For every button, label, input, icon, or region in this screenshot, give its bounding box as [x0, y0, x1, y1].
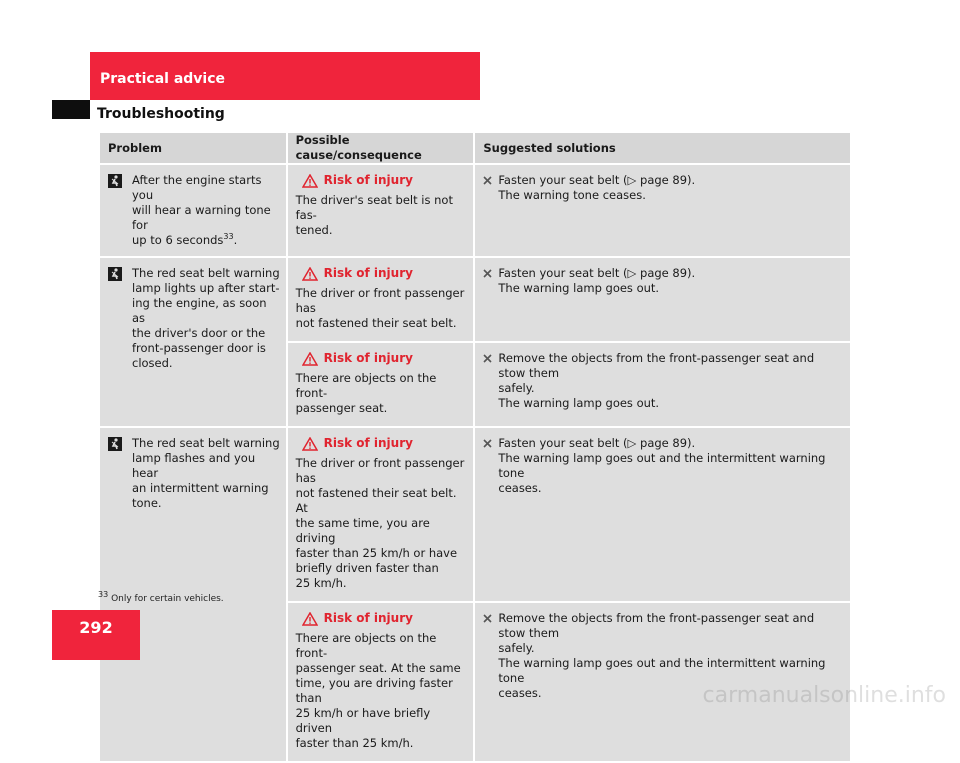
section-marker — [52, 100, 90, 119]
footnote-text: Only for certain vehicles. — [111, 594, 224, 604]
x-bullet-icon — [483, 614, 492, 623]
problem-line: lamp lights up after start- — [132, 281, 280, 295]
cause-cell — [288, 258, 474, 341]
problem-text — [132, 173, 282, 248]
cause-line: passenger seat. At the same — [295, 661, 461, 675]
seatbelt-warning-icon — [108, 174, 122, 188]
chapter-title: Practical advice — [100, 71, 226, 87]
footnote-ref: 33 — [223, 232, 234, 242]
cause-line: the same time, you are driving — [295, 516, 430, 545]
cause-cell — [288, 165, 474, 256]
footnote-number: 33 — [98, 590, 109, 599]
solution-line: The warning lamp goes out. — [498, 396, 660, 410]
problem-line: The red seat belt warning — [132, 436, 280, 450]
page-number-box — [52, 610, 140, 660]
solution-line: Remove the objects from the front-passenger seat and stow them — [498, 611, 815, 640]
cause-line: There are objects on the front- — [295, 631, 437, 660]
x-bullet-icon — [483, 269, 492, 278]
watermark: carmanualsonline.info — [702, 683, 946, 708]
seatbelt-warning-icon — [108, 437, 122, 451]
solution-line: Fasten your seat belt (▷ page 89). — [498, 436, 696, 450]
problem-line: front-passenger door is — [132, 341, 266, 355]
x-bullet-icon — [483, 176, 492, 185]
problem-line: the driver's door or the — [132, 326, 266, 340]
problem-line: an intermittent warning — [132, 481, 269, 495]
solution-line: The warning tone ceases. — [498, 188, 646, 202]
problem-text — [132, 266, 282, 371]
x-bullet-icon — [483, 354, 492, 363]
warning-label: Risk of injury — [323, 173, 413, 187]
solution-line: Remove the objects from the front-passenger seat and stow them — [498, 351, 815, 380]
cause-line: passenger seat. — [295, 401, 388, 415]
warning-triangle-icon — [302, 174, 318, 188]
page-number: 292 — [79, 618, 113, 637]
problem-line: ing the engine, as soon as — [132, 296, 267, 325]
cause-line: briefly driven faster than — [295, 561, 439, 575]
cause-line: The driver or front passenger has — [295, 286, 465, 315]
problem-line: closed. — [132, 356, 173, 370]
solution-cell — [475, 428, 850, 601]
cause-line: faster than 25 km/h. — [295, 736, 414, 750]
solution-line: safely. — [498, 641, 535, 655]
footnote — [98, 590, 224, 604]
problem-line: will hear a warning tone for — [132, 203, 271, 232]
solution-line: The warning lamp goes out. — [498, 281, 660, 295]
column-header-cause: Possible cause/consequence — [288, 133, 474, 163]
table-row — [100, 428, 850, 601]
table-row — [100, 258, 850, 341]
x-bullet-icon — [483, 439, 492, 448]
cause-line: faster than 25 km/h or have — [295, 546, 458, 560]
cause-line: time, you are driving faster than — [295, 676, 453, 705]
warning-label: Risk of injury — [323, 351, 413, 365]
chapter-header — [90, 52, 480, 100]
problem-line: The red seat belt warning — [132, 266, 280, 280]
cause-line: tened. — [295, 223, 333, 237]
cause-line: 25 km/h. — [295, 576, 347, 590]
problem-line: up to 6 seconds$^{33}$. — [132, 232, 238, 247]
solution-line: ceases. — [498, 686, 542, 700]
cause-cell — [288, 343, 474, 426]
problem-text — [132, 436, 282, 511]
cause-line: The driver's seat belt is not fas- — [295, 193, 453, 222]
column-header-solution: Suggested solutions — [475, 133, 850, 163]
solution-line: The warning lamp goes out and the intermittent warning tone — [498, 656, 826, 685]
solution-line: The warning lamp goes out and the intermittent warning tone — [498, 451, 826, 480]
column-header-problem: Problem — [100, 133, 286, 163]
cause-line: The driver or front passenger has — [295, 456, 465, 485]
warning-triangle-icon — [302, 267, 318, 281]
cause-line: 25 km/h or have briefly driven — [295, 706, 431, 735]
solution-line: safely. — [498, 381, 535, 395]
cause-line: not fastened their seat belt. At — [295, 486, 457, 515]
troubleshooting-table — [98, 131, 852, 763]
table-header-row — [100, 133, 850, 163]
solution-cell — [475, 165, 850, 256]
solution-line: Fasten your seat belt (▷ page 89). — [498, 173, 696, 187]
warning-triangle-icon — [302, 612, 318, 626]
problem-line: After the engine starts you — [132, 173, 262, 202]
warning-label: Risk of injury — [323, 266, 413, 280]
problem-cell — [100, 165, 286, 256]
cause-cell — [288, 603, 474, 761]
warning-triangle-icon — [302, 437, 318, 451]
cause-cell — [288, 428, 474, 601]
section-title: Troubleshooting — [97, 106, 225, 122]
warning-label: Risk of injury — [323, 436, 413, 450]
warning-triangle-icon — [302, 352, 318, 366]
problem-line: tone. — [132, 496, 162, 510]
seatbelt-warning-icon — [108, 267, 122, 281]
table-row — [100, 165, 850, 256]
solution-line: ceases. — [498, 481, 542, 495]
cause-line: not fastened their seat belt. — [295, 316, 457, 330]
problem-cell — [100, 258, 286, 426]
solution-line: Fasten your seat belt (▷ page 89). — [498, 266, 696, 280]
warning-label: Risk of injury — [323, 611, 413, 625]
solution-cell — [475, 603, 850, 761]
cause-line: There are objects on the front- — [295, 371, 437, 400]
problem-line: lamp flashes and you hear — [132, 451, 256, 480]
solution-cell — [475, 258, 850, 341]
solution-cell — [475, 343, 850, 426]
